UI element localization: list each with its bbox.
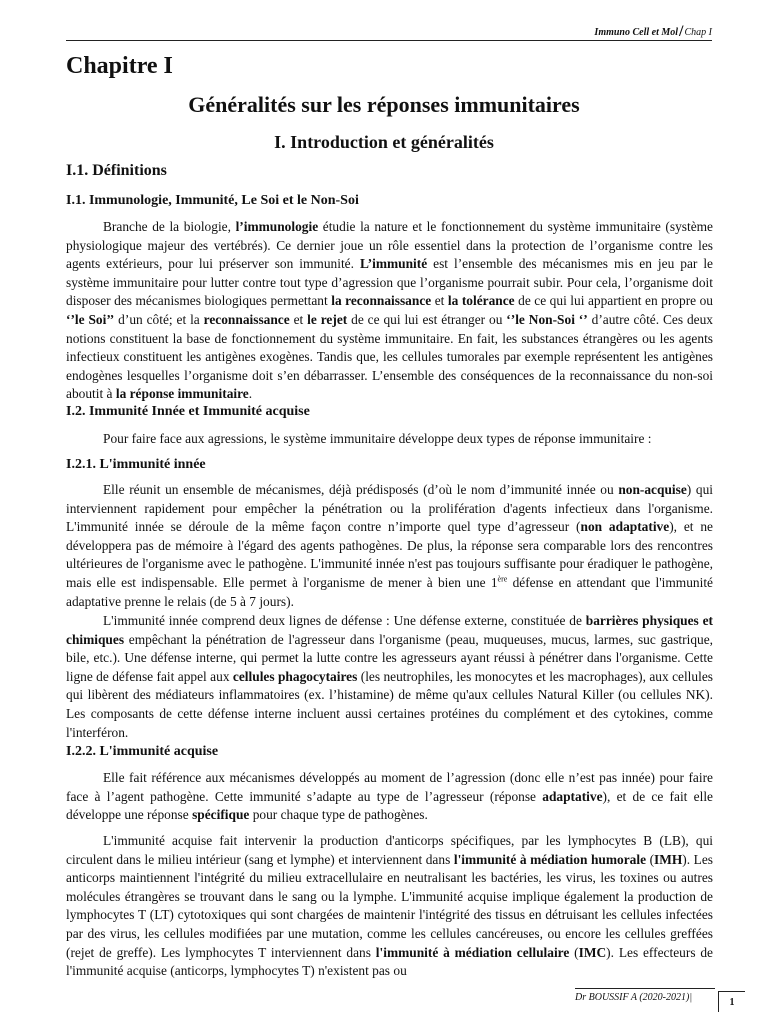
running-header [66, 22, 712, 41]
section-title: I. Introduction et généralités [274, 132, 494, 152]
page-number: 1 [718, 991, 745, 1012]
paragraph-innee-1: Elle réunit un ensemble de mécanismes, déjà prédisposés (d’où le nom d’immunité innée ou non-acquise) qui interviennent rapidement pour empêcher la pénétration ou la prolifération d'agents infectieux dans l'organisme. L'immunité innée se déroule de la même façon contre n’importe quel type d’agresseur (non adaptative), et ne développera pas de mémoire à l'égard des agents pathogènes. De plus, la réponse sera comparable lors des rencontres ultérieures de l'organisme avec le pathogène. L'immunité innée n'est pas toujours suffisante pour éradiquer le pathogène, mais elle est indispensable. Elle permet à l'organisme de mener à bien une 1ère défense en attendant que l'immunité adaptative prenne le relais (de 5 à 7 jours). [66, 482, 713, 609]
paragraph-immunologie: Branche de la biologie, l’immunologie étudie la nature et le fonctionnement du système immunitaire (système physiologique majeur des vertébrés). Ce dernier joue un rôle essentiel dans la protection de l’organisme contre les agents extérieurs, pour lui préserver son immunité. L’immunité est l’ensemble des mécanismes mis en jeu par le système immunitaire pour lutter contre tout type d’agression que l’organisme pourrait subir. Pour cela, l’organisme doit disposer des mécanismes biologiques permettant la reconnaissance et la tolérance de ce qui lui appartient en propre ou ‘’le Soi’’ d’un côté; et la reconnaissance et le rejet de ce qui lui est étranger ou ‘’le Non-Soi ‘’ d’autre côté. Ces deux notions constituent la base de fonctionnement du système immunitaire. En fait, les substances étrangères ou les agents infectieux constituent les antigènes exogènes. Tandis que, les cellules tumorales par exemple représentent les antigènes endogènes lesquelles l’organisme doit s’en débarrasser. L’ensemble des conséquences de la reconnaissance du non-soi aboutit à la réponse immunitaire. [66, 219, 714, 402]
heading-immunite-acquise: I.2.2. L'immunité acquise [66, 744, 219, 759]
chapter-label: Chapitre I [66, 53, 173, 79]
heading-definitions: I.1. Définitions [66, 162, 167, 179]
footer-author-box [575, 988, 715, 1005]
footer-author: Dr BOUSSIF A (2020-2021)| [575, 992, 693, 1003]
paragraph-acquise-1: Elle fait référence aux mécanismes développés au moment de l’agression (donc elle n’est pas innée) pour faire face à l’agent pathogène. Cette immunité s’adapte au type de l’agresseur (réponse adaptative), et de ce fait elle développe une réponse spécifique pour chaque type de pathogènes. [66, 770, 713, 823]
header-chapter: Chap I [684, 27, 712, 38]
paragraph-deux-types: Pour faire face aux agressions, le système immunitaire développe deux types de réponse immunitaire : [103, 431, 652, 446]
heading-immunologie: I.1. Immunologie, Immunité, Le Soi et le Non-Soi [66, 193, 359, 208]
heading-immunite-innee: I.2.1. L'immunité innée [66, 457, 206, 472]
document-title: Généralités sur les réponses immunitaires [188, 92, 580, 117]
paragraph-acquise-2: L'immunité acquise fait intervenir la production d'anticorps spécifiques, par les lymphocytes B (LB), qui circulent dans le milieu intérieur (sang et lymphe) et interviennent dans l'immunité à médiation humorale (IMH). Les anticorps maintiennent l'intégrité du milieu extracellulaire en neutralisant les bactéries, les virus, les toxines ou autres molécules étrangères se trouvant dans le sang ou la lymphe. L'immunité acquise implique également la production de lymphocytes T (LT) cytotoxiques qui sont chargées de maintenir l'intégrité des tissus en détruisant les cellules infectées par des virus, les cellules modifiées par une mutation, comme les cellules cancéreuses, ou encore les cellules greffées (rejet de greffe). Les lymphocytes T interviennent dans l'immunité à médiation cellulaire (IMC). Les effecteurs de l'immunité acquise (anticorps, lymphocytes T) n'existent pas ou [66, 833, 714, 979]
header-slash: / [679, 23, 684, 40]
header-course: Immuno Cell et Mol [594, 27, 679, 38]
paragraph-innee-2: L'immunité innée comprend deux lignes de défense : Une défense externe, constituée de barrières physiques et chimiques empêchant la pénétration de l'agresseur dans l'organisme (peau, muqueuses, mucus, larmes, suc gastrique, bile, etc.). Une défense interne, qui permet la lutte contre les agresseurs ayant réussi à pénétrer dans l'organisme. Cette ligne de défense fait appel aux cellules phagocytaires (les neutrophiles, les monocytes et les macrophages), aux cellules qui libèrent des médiateurs inflammatoires (ex. l’histamine) de même qu'aux cellules Natural Killer (ou cellules NK). Les composants de cette défense interne incluent aussi certaines protéines du complément et des cytokines, comme l'interféron. [66, 613, 714, 740]
heading-innee-acquise: I.2. Immunité Innée et Immunité acquise [66, 404, 310, 419]
